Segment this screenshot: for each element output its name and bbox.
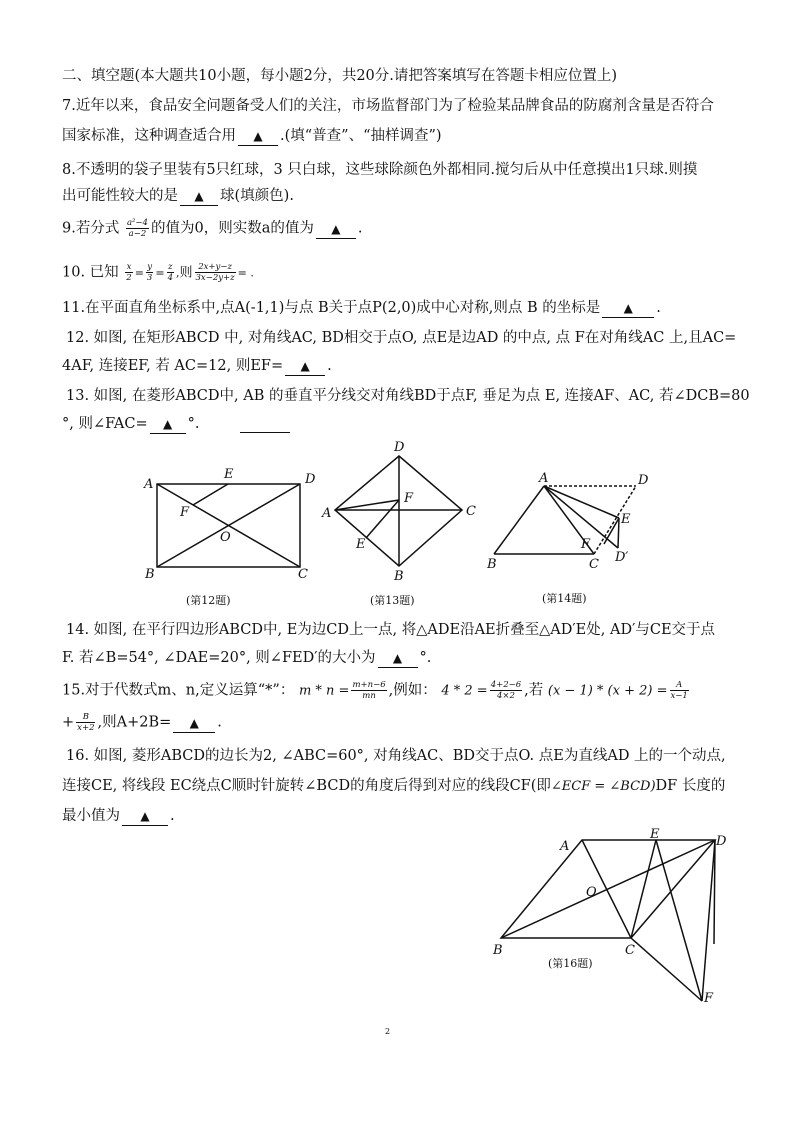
- q10-frac-y: [146, 262, 153, 283]
- segment-ed2: [618, 518, 619, 548]
- label-O: O: [220, 530, 231, 545]
- q8-tail: 球(填颜色).: [220, 188, 294, 204]
- q13-line1: 13. 如图, 在菱形ABCD中, AB 的垂直平分线交对角线BD于点F, 垂足为点 E, 连接AF、AC, 若∠DCB=80: [66, 388, 750, 404]
- q14-end: °.: [419, 650, 432, 666]
- q16-answer-blank: [122, 807, 168, 826]
- caption-13: (第13题): [370, 594, 415, 607]
- q11-line: [62, 298, 661, 318]
- label-B: B: [394, 569, 404, 584]
- label-D: D: [716, 834, 727, 849]
- label-B: B: [145, 567, 155, 582]
- caption-14: (第14题): [542, 592, 587, 605]
- q15-eg: ,例如：: [388, 682, 437, 699]
- segment-cf: [631, 938, 702, 1001]
- q14-text: F. 若∠B=54°, ∠DAE=20°, 则∠FED′的大小为: [62, 650, 376, 666]
- figure-14: [482, 466, 660, 610]
- q15-answer-blank: [173, 714, 215, 733]
- q9-line: [62, 218, 362, 239]
- q9-suffix: 的值为0，则实数a的值为: [150, 220, 314, 237]
- q15-tail: ,则A+2B=: [97, 714, 172, 731]
- q12-answer-blank: [285, 357, 325, 376]
- q10-end: = .: [237, 266, 254, 280]
- triangle-icon: ▲: [300, 359, 310, 373]
- extra-line: [714, 840, 715, 944]
- label-B: B: [487, 557, 497, 572]
- frac-den: x−1: [670, 691, 688, 701]
- q15-frac3: [670, 680, 689, 701]
- section-header: 二、填空题(本大题共10小题，每小题2分，共20分.请把答案填写在答题卡相应位置上): [62, 68, 618, 84]
- triangle-icon: ▲: [163, 417, 173, 431]
- q11-text: 11.在平面直角坐标系中,点A(-1,1)与点 B关于点P(2,0)成中心对称,则点 B 的坐标是: [62, 300, 601, 316]
- frac-num: z: [168, 262, 173, 272]
- q10-mid: 则: [179, 265, 193, 281]
- q9-denominator: a−2: [128, 229, 147, 239]
- frac-den: 3: [146, 273, 153, 283]
- q7-answer-blank: [238, 127, 278, 146]
- divider: [240, 432, 290, 433]
- q16-line3: [62, 806, 175, 826]
- label-A: A: [560, 839, 570, 854]
- q8-answer-blank: [180, 187, 218, 206]
- label-F: F: [180, 505, 190, 520]
- triangle-icon: ▲: [253, 129, 263, 143]
- side-ab: [494, 486, 544, 554]
- q15-line2: [62, 712, 222, 733]
- q8-text: 出可能性较大的是: [62, 188, 178, 204]
- triangle-icon: ▲: [623, 301, 633, 315]
- q13-line2: [62, 414, 200, 434]
- q15-frac2: [490, 680, 522, 701]
- segment-ef: [193, 484, 228, 505]
- frac-den: mn: [362, 691, 376, 701]
- q16-expr: ∠ECF = ∠BCD): [550, 779, 656, 794]
- label-A: A: [539, 471, 549, 486]
- q13-text: °, 则∠FAC=: [62, 416, 148, 432]
- q15-end: .: [217, 714, 222, 731]
- q9-answer-blank: [316, 220, 356, 239]
- triangle-icon: ▲: [189, 715, 199, 730]
- segment-ef: [366, 500, 399, 538]
- frac-den: 2: [126, 273, 132, 283]
- q14-answer-blank: [378, 649, 418, 668]
- frac-num: x: [126, 262, 132, 272]
- label-E: E: [356, 537, 366, 552]
- q7-line1: 7.近年以来，食品安全问题备受人们的关注，市场监督部门为了检验某品牌食品的防腐剂含量是否符合: [62, 98, 714, 114]
- q16-text: 连接CE, 将线段 EC绕点C顺时针旋转∠BCD的角度后得到对应的线段CF(即: [62, 778, 551, 794]
- figure-12: [140, 462, 320, 610]
- q15-plus: +: [62, 714, 75, 731]
- caption-16: (第16题): [548, 957, 593, 970]
- frac-den: x+2: [77, 723, 95, 733]
- q16-text2: DF 长度的: [655, 778, 726, 794]
- q9-end: .: [357, 220, 363, 237]
- q11-end: .: [656, 300, 661, 316]
- frac-num: 4+2−6: [490, 680, 522, 690]
- label-C: C: [466, 504, 476, 519]
- q11-answer-blank: [602, 299, 654, 318]
- q9-fraction: [126, 218, 149, 239]
- triangle-icon: ▲: [194, 189, 204, 203]
- q7-text: 国家标准，这种调查适合用: [62, 128, 236, 144]
- q7-line2: [62, 126, 442, 146]
- label-C: C: [298, 567, 308, 582]
- frac-num: A: [670, 680, 689, 691]
- q10-frac-x: [125, 262, 132, 283]
- segment-df: [702, 840, 715, 1001]
- q15-prefix: 15.对于代数式m、n,定义运算“*”：: [62, 682, 295, 699]
- label-F: F: [404, 491, 414, 506]
- q9-numerator: a²−4: [126, 218, 148, 228]
- frac-num: 2x+y−z: [195, 262, 236, 273]
- q10-frac-expr: [195, 262, 236, 283]
- label-D: D: [394, 440, 405, 455]
- q15-frac1: [351, 680, 386, 701]
- q16-line1: 16. 如图, 菱形ABCD的边长为2, ∠ABC=60°, 对角线AC、BD交于点O. 点E为直线AD 上的一个动点,: [66, 748, 726, 764]
- label-A: A: [144, 477, 154, 492]
- q12-line2: [62, 356, 332, 376]
- label-C: C: [589, 557, 599, 572]
- label-F: F: [704, 991, 714, 1006]
- q12-line1: 12. 如图, 在矩形ABCD 中, 对角线AC, BD相交于点O, 点E是边AD 的中点, 点 F在对角线AC 上,且AC=: [66, 330, 737, 346]
- q14-line2: [62, 648, 431, 668]
- page-number: 2: [385, 1027, 391, 1036]
- label-D: D: [305, 472, 316, 487]
- q12-end: .: [327, 358, 332, 374]
- q16-line2: [62, 776, 725, 797]
- label-F: F: [581, 537, 591, 552]
- q15-frac4: [76, 712, 95, 733]
- figure-13: [318, 438, 486, 610]
- triangle-icon: ▲: [392, 651, 403, 665]
- label-E: E: [224, 467, 234, 482]
- q15-expr2: 4 * 2 =: [441, 683, 488, 699]
- frac-num: y: [147, 262, 153, 272]
- label-B: B: [493, 943, 503, 958]
- q15-expr3: (x − 1) * (x + 2) =: [547, 683, 668, 699]
- q13-end: °.: [187, 416, 200, 432]
- q16-text3: 最小值为: [62, 808, 120, 824]
- q10-prefix: 10. 已知: [62, 264, 119, 281]
- q15-line1: [62, 680, 691, 702]
- frac-den: 3x−2y+z: [195, 273, 235, 283]
- label-A: A: [322, 506, 332, 521]
- caption-12: (第12题): [186, 594, 231, 607]
- frac-den: 4: [167, 273, 173, 283]
- q10-frac-z: [167, 262, 174, 283]
- triangle-icon: ▲: [331, 221, 341, 236]
- label-O: O: [586, 885, 597, 900]
- frac-den: 4×2: [496, 691, 515, 701]
- label-E: E: [650, 827, 660, 842]
- frac-num: B: [76, 712, 95, 723]
- label-D: D: [638, 473, 649, 488]
- label-E: E: [621, 512, 631, 527]
- frac-num: m+n−6: [352, 680, 386, 690]
- segment-ec: [604, 518, 619, 544]
- q16-end: .: [170, 808, 175, 824]
- q13-answer-blank: [150, 415, 186, 434]
- q15-ruo: ,若: [524, 682, 544, 699]
- diagonal-bd: [501, 840, 715, 938]
- triangle-icon: ▲: [140, 809, 150, 823]
- q9-prefix: 9.若分式: [62, 220, 120, 237]
- q14-line1: 14. 如图, 在平行四边形ABCD中, E为边CD上一点, 将△ADE沿AE折叠至△AD′E处, AD′与CE交于点: [66, 622, 716, 638]
- q12-text: 4AF, 连接EF, 若 AC=12, 则EF=: [62, 358, 284, 374]
- q8-line1: 8.不透明的袋子里装有5只红球，3 只白球，这些球除颜色外都相同.搅匀后从中任意摸出1只球.则摸: [62, 162, 698, 178]
- q8-line2: [62, 186, 294, 206]
- label-C: C: [625, 943, 635, 958]
- q7-hint: .(填“普查”、“抽样调查”): [280, 128, 442, 144]
- label-D-prime: D′: [615, 550, 629, 565]
- q15-expr1: m * n =: [298, 683, 350, 699]
- figure-16: [488, 826, 738, 1016]
- q10-line: 10. 已知 $\frac{x}{2}$ = $\frac{y}{3}$ = $\frac{z}{4}$ ,则 $\frac{2x+y-z}{3x-2y+z}$ = .: [62, 262, 254, 283]
